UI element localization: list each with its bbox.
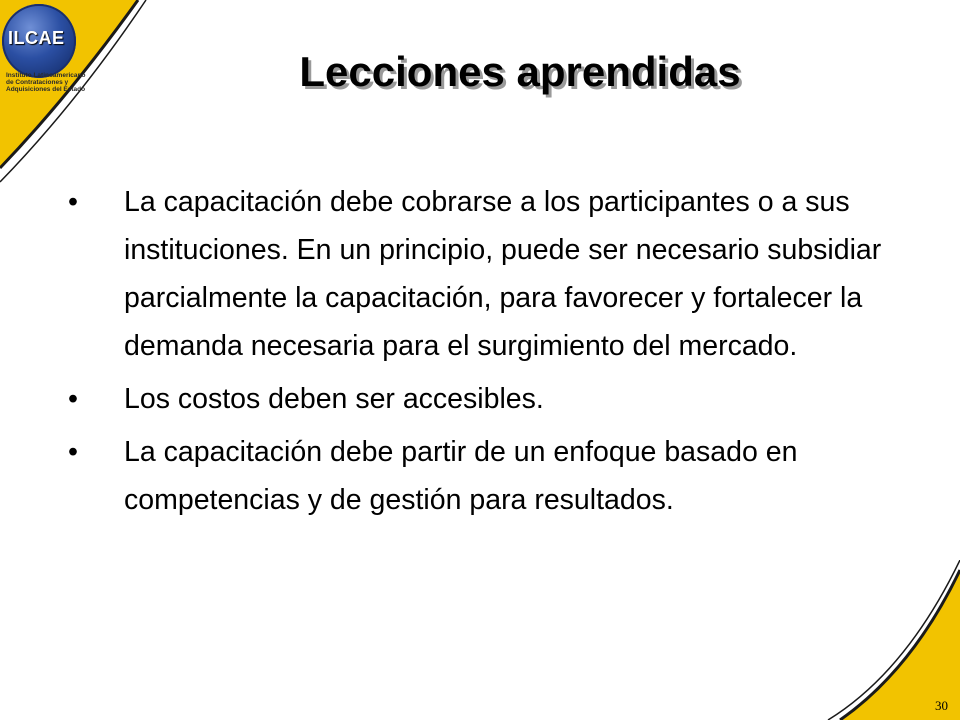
bullet-text: La capacitación debe partir de un enfoque basado en competencias y de gestión para resultados. [124, 436, 798, 516]
logo-caption-line: Adquisiciones del Estado [6, 86, 86, 93]
ilcae-logo [0, 0, 110, 100]
bullet-item [68, 428, 908, 524]
bullet-marker: • [68, 383, 78, 415]
bullet-text: La capacitación debe cobrarse a los participantes o a sus instituciones. En un principio, puede ser necesario subsidiar parcialmente la capacitación, para favorecer y fortalecer la demanda necesaria para el surgimiento del mercado. [124, 186, 882, 362]
bullet-marker: • [68, 186, 78, 218]
bullet-item [68, 375, 908, 423]
slide-title: Lecciones aprendidas [299, 48, 741, 95]
bullet-text: Los costos deben ser accesibles. [124, 383, 544, 415]
page-number: 30 [935, 698, 948, 713]
bullet-marker: • [68, 436, 78, 468]
logo-acronym: ILCAE [8, 28, 65, 48]
bullet-list [68, 178, 908, 529]
logo-caption-line: de Contrataciones y [6, 79, 69, 86]
logo-caption [6, 72, 96, 93]
corner-decoration-bottom-right [820, 560, 960, 720]
logo-caption-line: Instituto Latinoamericano [6, 72, 86, 79]
bullet-item [68, 178, 908, 370]
